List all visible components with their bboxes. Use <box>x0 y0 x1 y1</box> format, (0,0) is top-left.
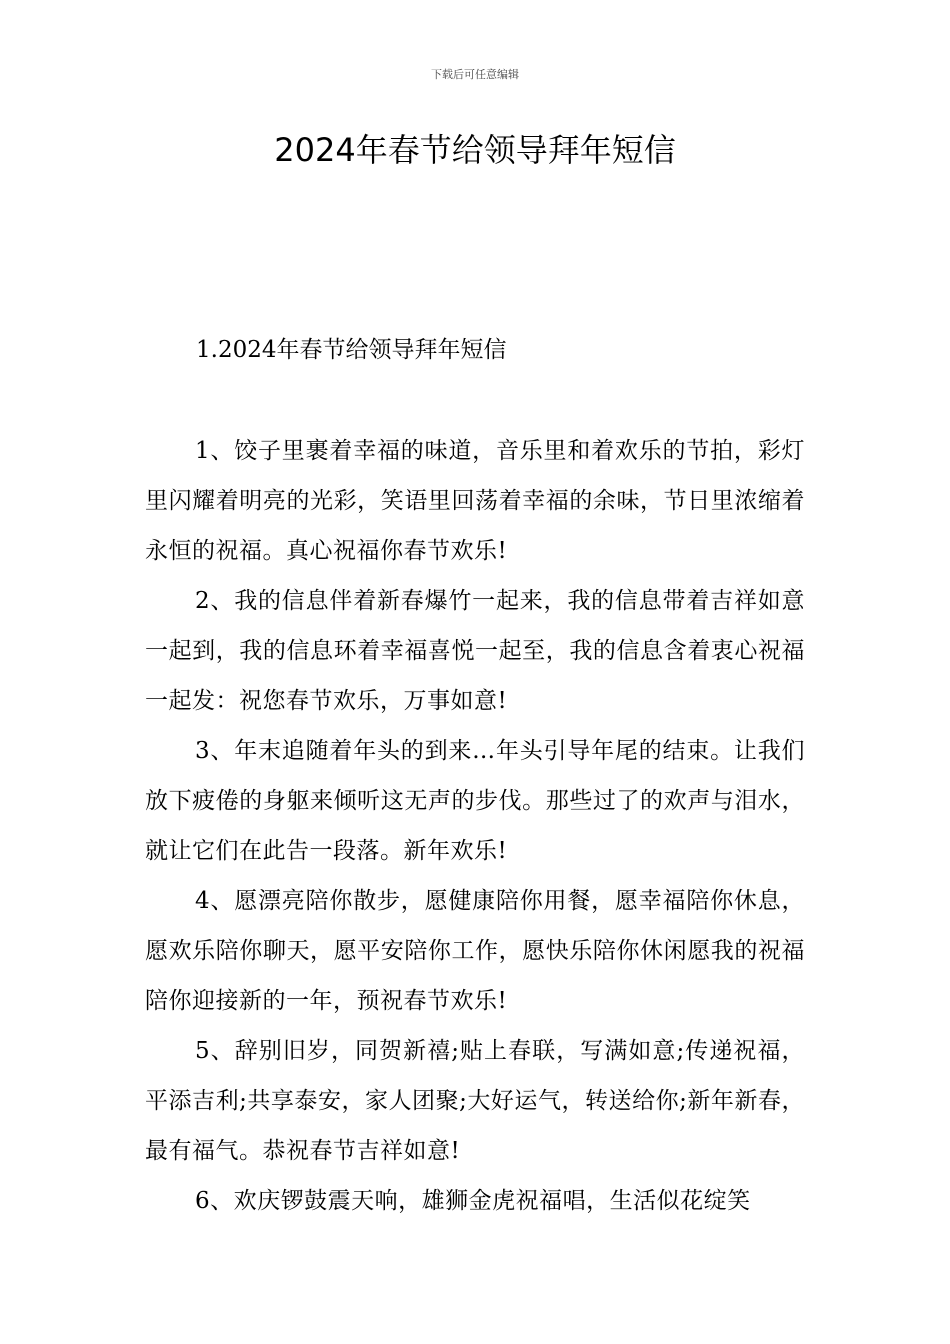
paragraph: 5、辞别旧岁，同贺新禧;贴上春联，写满如意;传递祝福，平添吉利;共享泰安，家人团聚;大好运气，转送给你;新年新春，最有福气。恭祝春节吉祥如意! <box>145 1038 805 1164</box>
paragraph: 3、年末追随着年头的到来…年头引导年尾的结束。让我们放下疲倦的身躯来倾听这无声的步伐。那些过了的欢声与泪水，就让它们在此告一段落。新年欢乐! <box>145 738 805 864</box>
document-title: 2024年春节给领导拜年短信 <box>274 131 676 169</box>
paragraph: 4、愿漂亮陪你散步，愿健康陪你用餐，愿幸福陪你休息，愿欢乐陪你聊天，愿平安陪你工作，愿快乐陪你休闲愿我的祝福陪你迎接新的一年，预祝春节欢乐! <box>145 888 805 1014</box>
paragraph: 2、我的信息伴着新春爆竹一起来，我的信息带着吉祥如意一起到，我的信息环着幸福喜悦一起至，我的信息含着衷心祝福一起发：祝您春节欢乐，万事如意! <box>145 588 805 714</box>
page-header-note: 下载后可任意编辑 <box>431 68 519 81</box>
section-heading: 1.2024年春节给领导拜年短信 <box>196 337 507 363</box>
paragraph: 6、欢庆锣鼓震天响，雄狮金虎祝福唱，生活似花绽笑 <box>195 1188 751 1214</box>
paragraph: 1、饺子里裹着幸福的味道，音乐里和着欢乐的节拍，彩灯里闪耀着明亮的光彩，笑语里回荡着幸福的余味，节日里浓缩着永恒的祝福。真心祝福你春节欢乐! <box>145 438 805 564</box>
document-body <box>145 426 805 1226</box>
